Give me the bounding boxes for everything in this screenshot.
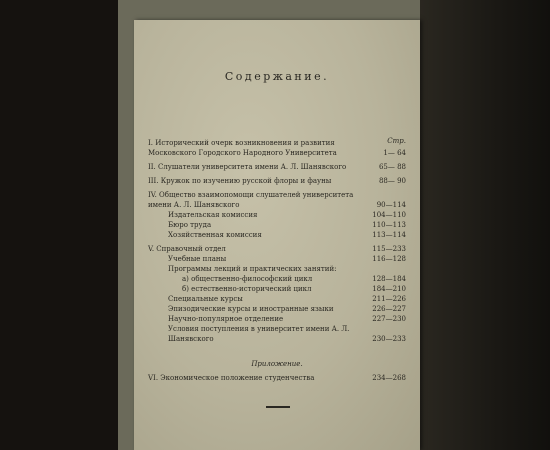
toc-entry xyxy=(148,176,406,186)
toc-entry xyxy=(148,304,406,314)
toc-entry-title: I. Исторический очерк возникновения и развития Московского Городского Народного Университета xyxy=(148,139,337,157)
toc-entry-pages: 230—233 xyxy=(372,335,406,343)
toc-entry xyxy=(148,210,406,220)
toc-entry-title: IV. Общество взаимопомощи слушателей университета имени А. Л. Шанявского xyxy=(148,191,354,209)
toc-entry-title: Эпизодические курсы и иностранные языки xyxy=(168,305,334,313)
toc-entry-title: Условия поступления в университет имени А. Л. Шанявского xyxy=(168,325,350,343)
toc-entry xyxy=(148,220,406,230)
toc-entry-pages: 90—114 xyxy=(376,201,406,209)
toc-entry-pages: 234—268 xyxy=(372,374,406,382)
toc-entry-pages: 104—110 xyxy=(372,211,406,219)
toc-entry-pages: 115—233 xyxy=(372,245,406,253)
toc-entry xyxy=(148,314,406,324)
toc-entry-title: Издательская комиссия xyxy=(168,211,258,219)
toc-entry-pages: 227—230 xyxy=(372,315,406,323)
toc-entry-pages: 116—128 xyxy=(372,255,406,263)
toc-entry-title: а) общественно-философский цикл xyxy=(182,275,313,283)
column-head: Стр. xyxy=(387,137,406,145)
toc-entry-title: б) естественно-исторический цикл xyxy=(182,285,312,293)
toc-entry xyxy=(148,274,406,284)
toc-entry xyxy=(148,374,406,382)
toc-entry-pages: 113—114 xyxy=(372,231,406,239)
toc-entry xyxy=(148,254,406,264)
toc-entry xyxy=(148,138,406,158)
divider-rule xyxy=(266,406,290,408)
toc-entry-pages: 110—113 xyxy=(372,221,406,229)
toc-entry-title: V. Справочный отдел xyxy=(148,245,226,253)
toc-entry-title: III. Кружок по изучению русской флоры и фауны xyxy=(148,177,332,185)
toc-entry xyxy=(148,162,406,172)
appendix-entry xyxy=(148,374,406,382)
toc-entry-pages: 226—227 xyxy=(372,305,406,313)
toc-entry-title: Учебные планы xyxy=(168,255,227,263)
toc-entry-pages: 211—226 xyxy=(372,295,406,303)
toc-entry-pages: 128—184 xyxy=(372,275,406,283)
table-of-contents xyxy=(148,138,406,344)
toc-entry-title: Специальные курсы xyxy=(168,295,243,303)
book-spine xyxy=(420,0,550,450)
appendix-heading: Приложение. xyxy=(251,360,303,368)
toc-entry xyxy=(148,230,406,240)
toc-entry xyxy=(148,190,406,210)
toc-entry-pages: 88— 90 xyxy=(378,177,406,185)
page-title: Содержание. xyxy=(224,70,330,83)
book-page xyxy=(134,20,420,450)
toc-entry xyxy=(148,244,406,254)
toc-entry-title: II. Слушатели университета имени А. Л. Шанявского xyxy=(148,163,347,171)
toc-entry-pages: 184—210 xyxy=(372,285,406,293)
toc-entry-title: Бюро труда xyxy=(168,221,212,229)
toc-entry xyxy=(148,284,406,294)
toc-entry-pages: 65— 88 xyxy=(378,163,406,171)
toc-entry xyxy=(148,264,406,274)
toc-entry xyxy=(148,324,406,344)
toc-entry-title: Хозяйственная комиссия xyxy=(168,231,262,239)
toc-entry-title: Программы лекций и практических занятий: xyxy=(168,265,337,273)
toc-entry-title: Научно-популярное отделение xyxy=(168,315,284,323)
toc-entry-title: VI. Экономическое положение студенчества xyxy=(148,374,315,382)
toc-entry-pages: 1— 64 xyxy=(383,149,406,157)
toc-entry xyxy=(148,294,406,304)
